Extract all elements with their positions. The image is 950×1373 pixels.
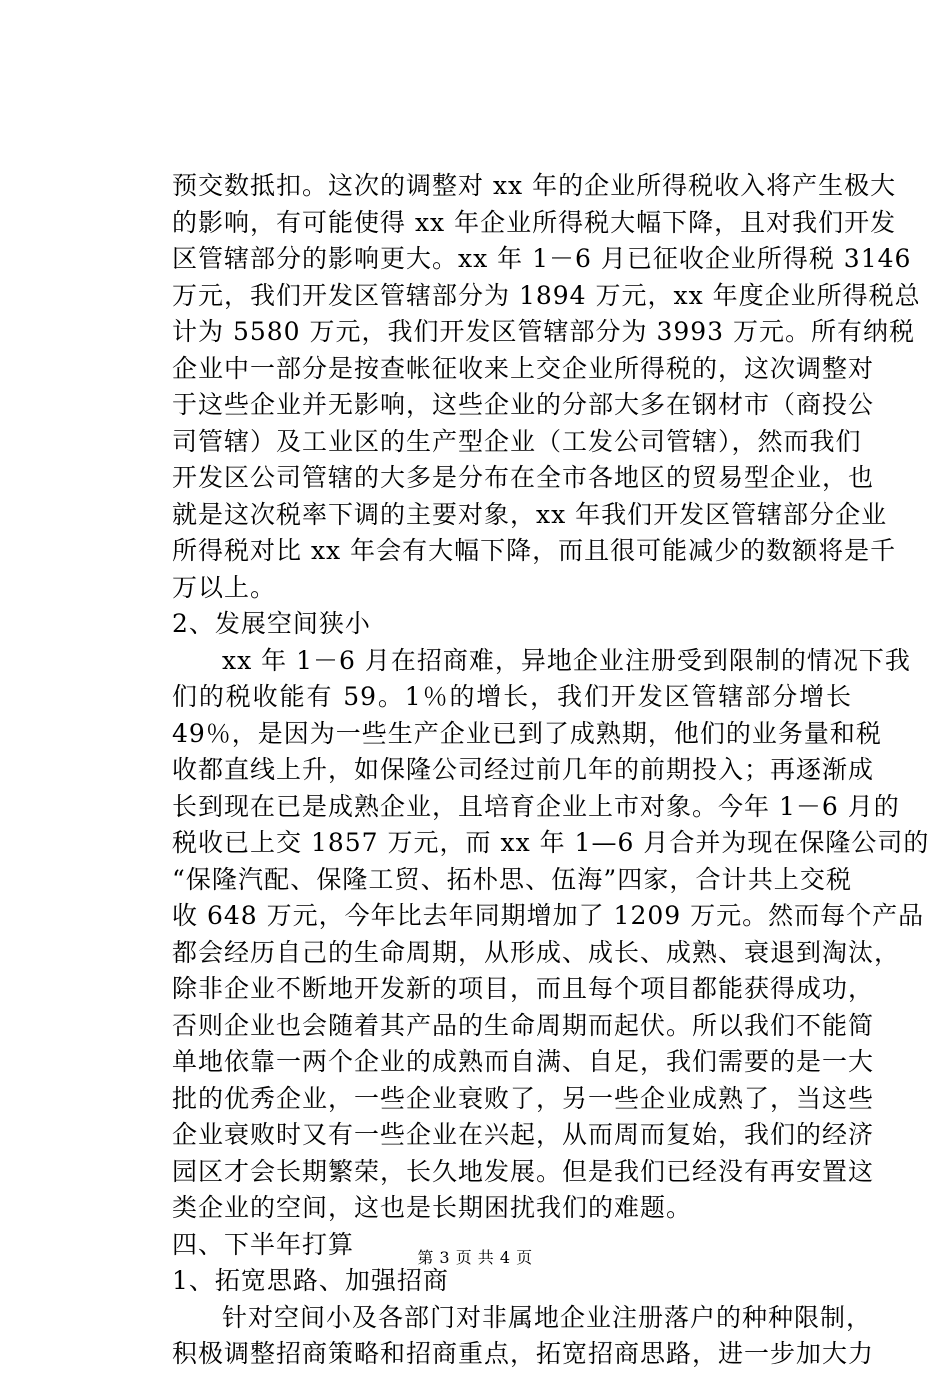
text-line: 万以上。 xyxy=(172,572,277,602)
text-line: 积极调整招商策略和招商重点，拓宽招商思路，进一步加大力 xyxy=(172,1339,875,1368)
text-line: “保隆汽配、保隆工贸、拓朴思、伍海”四家，合计共上交税 xyxy=(172,864,852,894)
text-line: 针对空间小及各部门对非属地企业注册落户的种种限制， xyxy=(222,1302,873,1332)
text-line: 否则企业也会随着其产品的生命周期而起伏。所以我们不能简 xyxy=(172,1010,875,1040)
text-line: 于这些企业并无影响，这些企业的分部大多在钢材市（商投公 xyxy=(172,390,875,419)
text-line: 就是这次税率下调的主要对象，xx 年我们开发区管辖部分企业 xyxy=(172,499,888,529)
text-line: 计为 5580 万元，我们开发区管辖部分为 3993 万元。所有纳税 xyxy=(172,317,916,346)
text-line: 单地依靠一两个企业的成熟而自满、自足，我们需要的是一大 xyxy=(172,1047,875,1076)
text-line: 的影响，有可能使得 xx 年企业所得税大幅下降，且对我们开发 xyxy=(172,207,897,237)
text-line: 长到现在已是成熟企业，且培育企业上市对象。今年 1－6 月的 xyxy=(172,791,900,821)
text-line: 除非企业不断地开发新的项目，而且每个项目都能获得成功， xyxy=(172,974,875,1003)
text-line: 区管辖部分的影响更大。xx 年 1－6 月已征收企业所得税 3146 xyxy=(172,244,912,273)
text-line: 49％，是因为一些生产企业已到了成熟期，他们的业务量和税 xyxy=(172,718,882,748)
text-line: 司管辖）及工业区的生产型企业（工发公司管辖），然而我们 xyxy=(172,426,862,456)
section-heading: 四、下半年打算 xyxy=(172,1229,355,1259)
text-line: 园区才会长期繁荣，长久地发展。但是我们已经没有再安置这 xyxy=(172,1156,875,1186)
page-footer: 第 3 页 共 4 页 xyxy=(417,1248,533,1267)
text-line: 企业衰败时又有一些企业在兴起，从而周而复始，我们的经济 xyxy=(172,1120,875,1149)
text-line: 收 648 万元，今年比去年同期增加了 1209 万元。然而每个产品 xyxy=(172,901,925,930)
document-body xyxy=(172,168,930,1373)
text-line: 万元，我们开发区管辖部分为 1894 万元，xx 年度企业所得税总 xyxy=(172,280,921,310)
text-line: 税收已上交 1857 万元，而 xx 年 1—6 月合并为现在保隆公司的 xyxy=(172,828,930,857)
text-line: 批的优秀企业，一些企业衰败了，另一些企业成熟了，当这些 xyxy=(172,1083,875,1113)
text-line: 收都直线上升，如保隆公司经过前几年的前期投入；再逐渐成 xyxy=(172,755,875,784)
text-line: 预交数抵扣。这次的调整对 xx 年的企业所得税收入将产生极大 xyxy=(172,171,897,200)
text-line: xx 年 1－6 月在招商难，异地企业注册受到限制的情况下我 xyxy=(222,645,911,675)
section-heading: 1、拓宽思路、加强招商 xyxy=(172,1266,449,1295)
text-line: 企业中一部分是按查帐征收来上交企业所得税的，这次调整对 xyxy=(172,353,875,383)
text-line: 类企业的空间，这也是长期困扰我们的难题。 xyxy=(172,1193,693,1222)
section-heading: 2、发展空间狭小 xyxy=(172,609,371,638)
text-line: 所得税对比 xx 年会有大幅下降，而且很可能减少的数额将是千 xyxy=(172,536,897,565)
text-line: 都会经历自己的生命周期，从形成、成长、成熟、衰退到淘汰， xyxy=(172,937,901,967)
text-line: 开发区公司管辖的大多是分布在全市各地区的贸易型企业，也 xyxy=(172,463,875,492)
text-line: 们的税收能有 59。1％的增长，我们开发区管辖部分增长 xyxy=(172,682,852,711)
